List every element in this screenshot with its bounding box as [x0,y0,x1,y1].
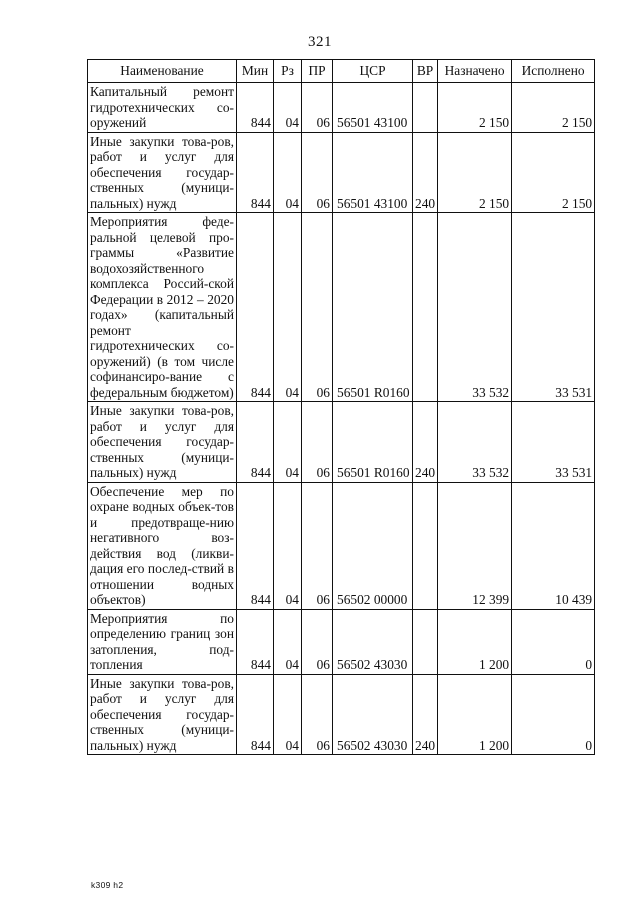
column-header-pr: ПР [302,60,333,83]
cell-vr: 240 [413,674,438,755]
cell-min: 844 [237,213,274,402]
page-number: 321 [308,34,332,50]
cell-vr [413,609,438,674]
cell-csr: 56501 R0160 [333,402,413,483]
cell-vr [413,213,438,402]
cell-rz: 04 [274,674,302,755]
cell-min: 844 [237,609,274,674]
table-row [88,402,595,483]
cell-rz: 04 [274,132,302,213]
cell-csr: 56501 43100 [333,132,413,213]
cell-ispolneno: 33 531 [512,402,595,483]
cell-pr: 06 [302,402,333,483]
cell-naznacheno: 2 150 [438,83,512,133]
cell-naznacheno: 1 200 [438,674,512,755]
cell-rz: 04 [274,83,302,133]
column-header-naznacheno: Назначено [438,60,512,83]
cell-min: 844 [237,482,274,609]
column-header-rz: Рз [274,60,302,83]
cell-name: Обеспечение мер по охране водных объек-тов и предотвраще-нию негативного воз-действия вод (ликви-дация его послед-ствий в отношении водных объектов) [88,482,237,609]
cell-ispolneno: 2 150 [512,83,595,133]
footer-stamp: k309 h2 [91,880,124,890]
cell-pr: 06 [302,213,333,402]
cell-naznacheno: 1 200 [438,609,512,674]
cell-vr [413,83,438,133]
table-row [88,132,595,213]
cell-csr: 56501 43100 [333,83,413,133]
cell-min: 844 [237,83,274,133]
cell-pr: 06 [302,674,333,755]
table-row [88,83,595,133]
table-header-row [88,60,595,83]
cell-pr: 06 [302,482,333,609]
cell-vr: 240 [413,402,438,483]
cell-ispolneno: 0 [512,609,595,674]
table-row [88,213,595,402]
cell-naznacheno: 12 399 [438,482,512,609]
cell-rz: 04 [274,213,302,402]
cell-ispolneno: 33 531 [512,213,595,402]
cell-csr: 56502 43030 [333,674,413,755]
budget-table [87,59,595,755]
cell-pr: 06 [302,83,333,133]
cell-min: 844 [237,674,274,755]
cell-csr: 56502 43030 [333,609,413,674]
cell-naznacheno: 33 532 [438,402,512,483]
cell-min: 844 [237,402,274,483]
cell-csr: 56501 R0160 [333,213,413,402]
table-row [88,674,595,755]
cell-naznacheno: 33 532 [438,213,512,402]
cell-name: Иные закупки това-ров, работ и услуг для обеспечения государ-ственных (муници-пальных) нужд [88,402,237,483]
cell-ispolneno: 2 150 [512,132,595,213]
column-header-name: Наименование [88,60,237,83]
cell-csr: 56502 00000 [333,482,413,609]
cell-ispolneno: 0 [512,674,595,755]
cell-rz: 04 [274,609,302,674]
cell-vr [413,482,438,609]
cell-name: Мероприятия по определению границ зон затопления, под-топления [88,609,237,674]
cell-name: Капитальный ремонт гидротехнических со-оружений [88,83,237,133]
cell-name: Мероприятия феде-ральной целевой про-граммы «Развитие водохозяйственного комплекса Россий-ской Федерации в 2012 – 2020 годах» (капитальный ремонт гидротехнических со-оружений) (в том числе софинансиро-вание с федеральным бюджетом) [88,213,237,402]
column-header-vr: ВР [413,60,438,83]
cell-vr: 240 [413,132,438,213]
cell-name: Иные закупки това-ров, работ и услуг для обеспечения государ-ственных (муници-пальных) нужд [88,132,237,213]
cell-pr: 06 [302,609,333,674]
cell-name: Иные закупки това-ров, работ и услуг для обеспечения государ-ственных (муници-пальных) нужд [88,674,237,755]
cell-rz: 04 [274,482,302,609]
cell-pr: 06 [302,132,333,213]
column-header-csr: ЦСР [333,60,413,83]
cell-min: 844 [237,132,274,213]
column-header-min: Мин [237,60,274,83]
cell-rz: 04 [274,402,302,483]
table-row [88,609,595,674]
table-row [88,482,595,609]
cell-naznacheno: 2 150 [438,132,512,213]
column-header-ispolneno: Исполнено [512,60,595,83]
cell-ispolneno: 10 439 [512,482,595,609]
